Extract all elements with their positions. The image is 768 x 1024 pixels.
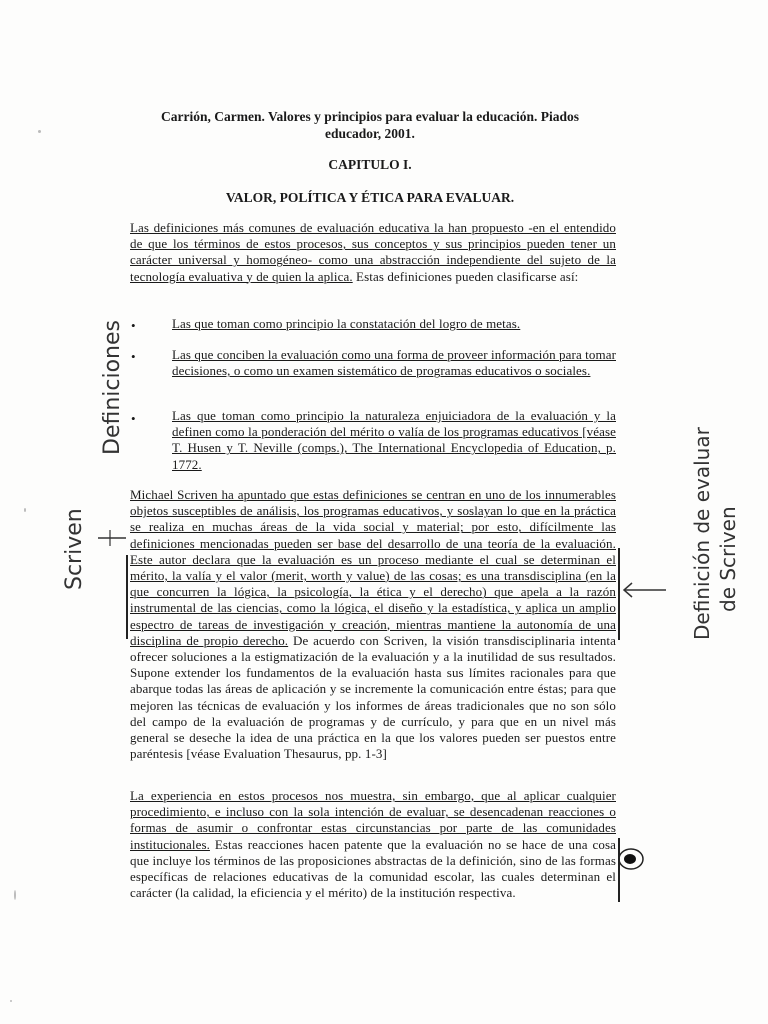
experience-underlined-text: La experiencia en estos procesos nos muestra, sin embargo, que al aplicar cualquier procedimiento, e incluso con la sola intención de evaluar, se desencadenan reacciones o formas de asumir o confrontar estas circunstancias por parte de las comunidades institucionales. (130, 788, 616, 852)
bullet-3-text: Las que toman como principio la naturaleza enjuiciadora de la evaluación y la definen como la ponderación del mérito o valía de los programas educativos [véase T. Husen y T. Neville (comps.), The International Encyclopedia of Education, p. 1772. (172, 408, 616, 472)
circled-mark-icon (617, 846, 645, 872)
scriven-underlined-text: Michael Scriven ha apuntado que estas definiciones se centran en uno de los innumerables objetos susceptibles de análisis, los programas educativos, y soslayan lo que en la práctica se realiza en muchas áreas de la vida social y material; por esto, difícilmente las definiciones mencionadas pueden ser base del desarrollo de una teoría de la evaluación. (130, 487, 616, 551)
intro-paragraph (130, 220, 616, 285)
left-margin-bracket (126, 555, 128, 639)
scan-speck (24, 508, 26, 512)
bullet-item-1 (172, 316, 616, 332)
citation-line-2: educador, 2001. (325, 126, 415, 141)
scan-speck (38, 130, 41, 133)
bullet-2-text: Las que conciben la evaluación como una forma de proveer información para tomar decisiones, o como un examen sistemático de programas educativos o sociales. (172, 347, 616, 379)
scriven-marked-text: Este autor declara que la evaluación es un proceso mediante el cual se determinan el mérito, la valía y el valor (merit, worth y value) de las cosas; es una transdisciplina (en la que concurren la lógica, la psicología, la ética y el derecho) que apela a la razón instrumental de las ciencias, como la lógica, el diseño y la estadística, y aplica un amplio espectro de tareas de investigación y creación, mientras mantiene la autonomía de una disciplina de propio derecho. (130, 551, 616, 648)
margin-note-definicion-evaluar: Definición de evaluar (690, 427, 714, 640)
margin-note-definiciones: Definiciones (100, 320, 125, 455)
scriven-rest-text: De acuerdo con Scriven, la visión transdisciplinaria intenta ofrecer soluciones a la estigmatización de la evaluación y a la inutilidad de sus resultados. Supone extender los fundamentos de la evaluación hasta sus límites racionales para que abarque todas las áreas de aplicación y se incremente la comunicación entre éstas; para que mejoren las técnicas de evaluación y los informes de áreas tradicionales que no son sólo del campo de la evaluación de programas y de currículo, y para que en un nivel más general se deseche la idea de una práctica en la que los valores pueden ser puestos entre paréntesis [véase Evaluation Thesaurus, pp. 1-3] (130, 632, 617, 762)
bullet-marker-3: • (131, 411, 136, 426)
chapter-title: CAPITULO I. (328, 157, 412, 172)
citation-line-1: Carrión, Carmen. Valores y principios para evaluar la educación. Piados (160, 109, 579, 124)
bullet-marker-2: • (131, 349, 136, 364)
margin-note-scriven: Scriven (62, 508, 87, 590)
intro-underlined-text: Las definiciones más comunes de evaluación educativa la han propuesto -en el entendido de que los términos de estos procesos, sus conceptos y sus principios pueden tener un carácter universal y homogéneo- como una abstracción independiente del sujeto de la tecnología evaluativa y de quien la aplica. (130, 220, 616, 284)
bullet-marker-1: • (131, 318, 136, 333)
scan-speck (14, 890, 16, 900)
arrow-icon-right (620, 580, 670, 600)
intro-rest-text: Estas definiciones pueden clasificarse así: (352, 268, 579, 284)
bullet-item-3 (172, 408, 616, 473)
bullet-item-2 (172, 347, 616, 379)
arrow-icon-left (96, 528, 130, 548)
scriven-paragraph (130, 487, 616, 762)
scan-speck (10, 1000, 12, 1002)
margin-note-de-scriven: de Scriven (716, 506, 740, 612)
experience-rest-text: Estas reacciones hacen patente que la evaluación no se hace de una cosa que incluye los términos de las proposiciones abstractas de la definición, sino de las formas específicas de relaciones educativas de la comunidad escolar, las cuales determinan el carácter (la calidad, la eficiencia y el mérito) de la institución respectiva. (130, 836, 616, 901)
experience-paragraph (130, 788, 616, 901)
section-heading: VALOR, POLÍTICA Y ÉTICA PARA EVALUAR. (225, 190, 515, 205)
bullet-1-text: Las que toman como principio la constatación del logro de metas. (172, 316, 521, 331)
